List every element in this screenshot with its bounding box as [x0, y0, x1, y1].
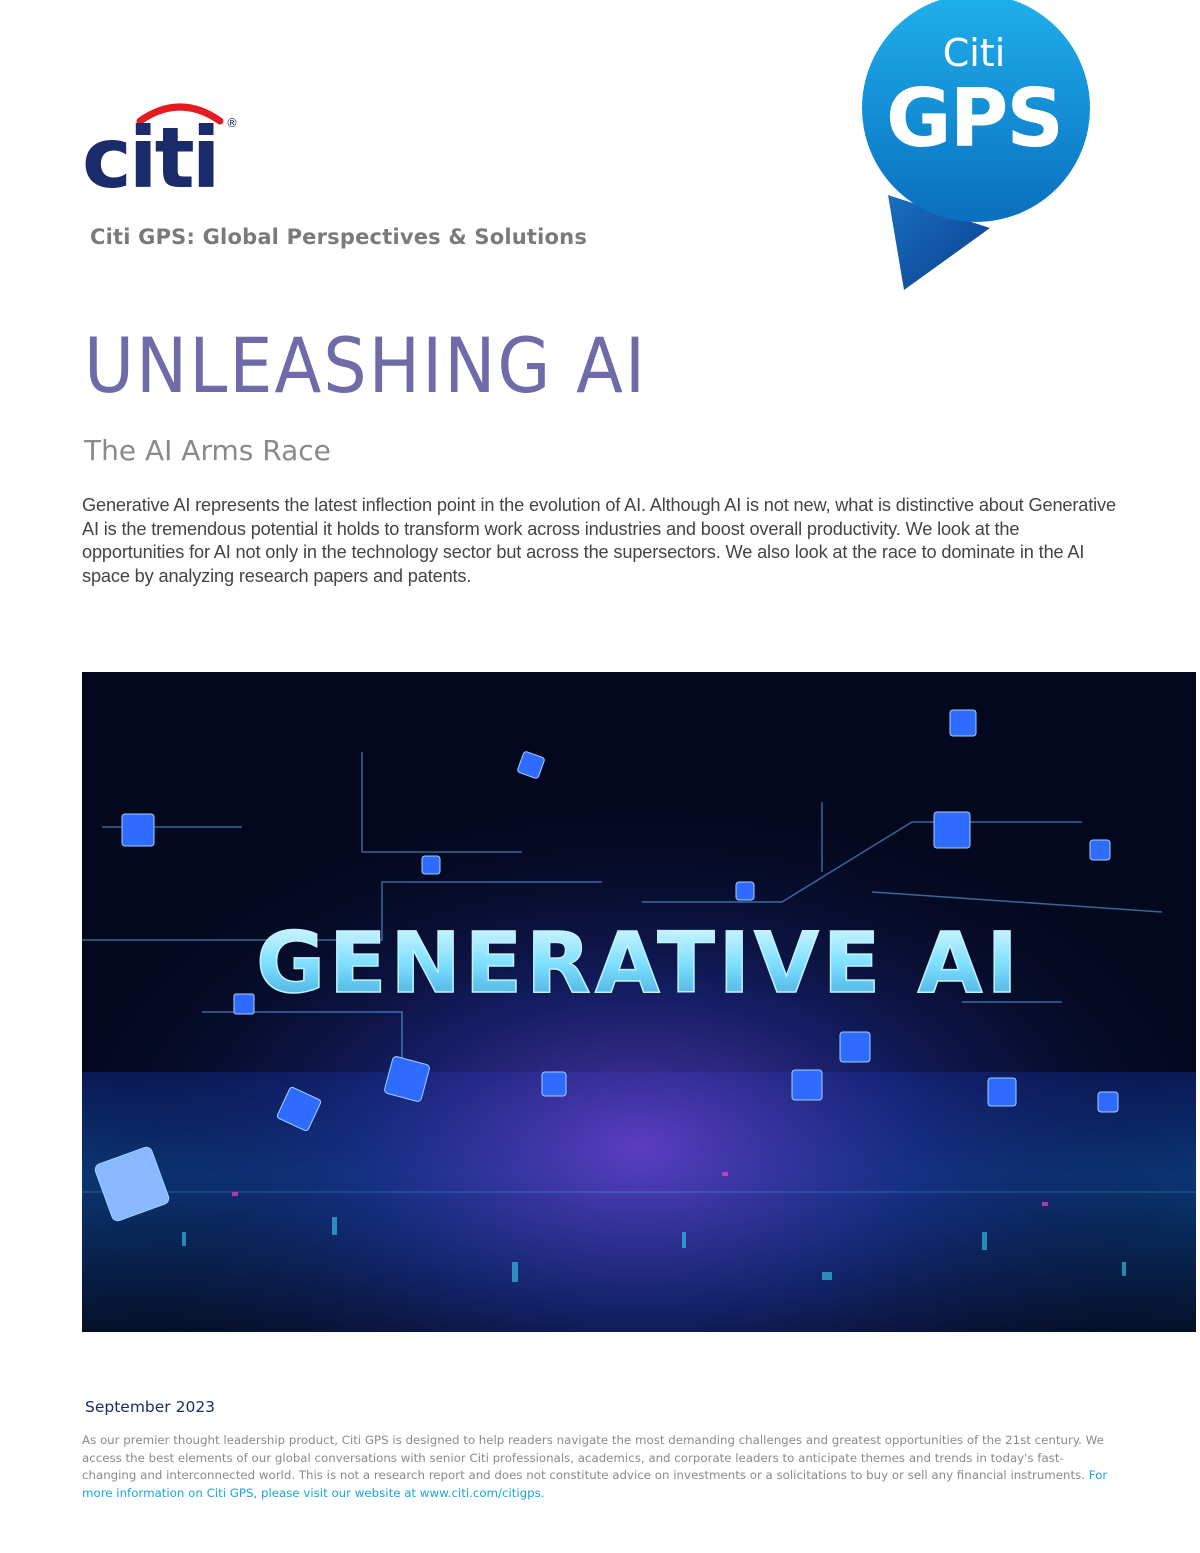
- disclaimer-text: As our premier thought leadership product, Citi GPS is designed to help readers navigate the most demanding challenges and greatest opportunities of the 21st century. We access the best elements of our global conversations with senior Citi professionals, academics, and corporate leaders to anticipate themes and trends in today's fast-changing and interconnected world. This is not a research report and does not constitute advice on investments or a solicitations to buy or sell any financial instruments.: [82, 1433, 1104, 1483]
- citi-logo: [80, 95, 250, 200]
- svg-text:®: ®: [226, 116, 238, 130]
- badge-gps-text: GPS: [886, 72, 1062, 165]
- hero-generative-ai-text: GENERATIVE AI: [256, 914, 1022, 1012]
- publication-date: September 2023: [85, 1398, 216, 1416]
- tagline: Citi GPS: Global Perspectives & Solutions: [90, 225, 588, 249]
- disclaimer: [82, 1432, 1112, 1502]
- intro-paragraph: Generative AI represents the latest inflection point in the evolution of AI. Although AI is not new, what is distinctive about Generative AI is the tremendous potential it holds to transform work across industries and boost overall productivity. We look at the opportunities for AI not only in the technology sector but across the supersectors. We also look at the race to dominate in the AI space by analyzing research papers and patents.: [82, 495, 1116, 586]
- badge-citi-text: Citi: [942, 31, 1006, 75]
- hero-image: [82, 672, 1196, 1332]
- page-title: UNLEASHING AI: [84, 321, 647, 410]
- page-subtitle: The AI Arms Race: [84, 434, 331, 467]
- citi-gps-website-link[interactable]: For more information on Citi GPS, please visit our website at www.citi.com/citigps.: [82, 1468, 1108, 1500]
- citi-wordmark: citi: [82, 109, 218, 200]
- citi-gps-badge: [860, 0, 1092, 292]
